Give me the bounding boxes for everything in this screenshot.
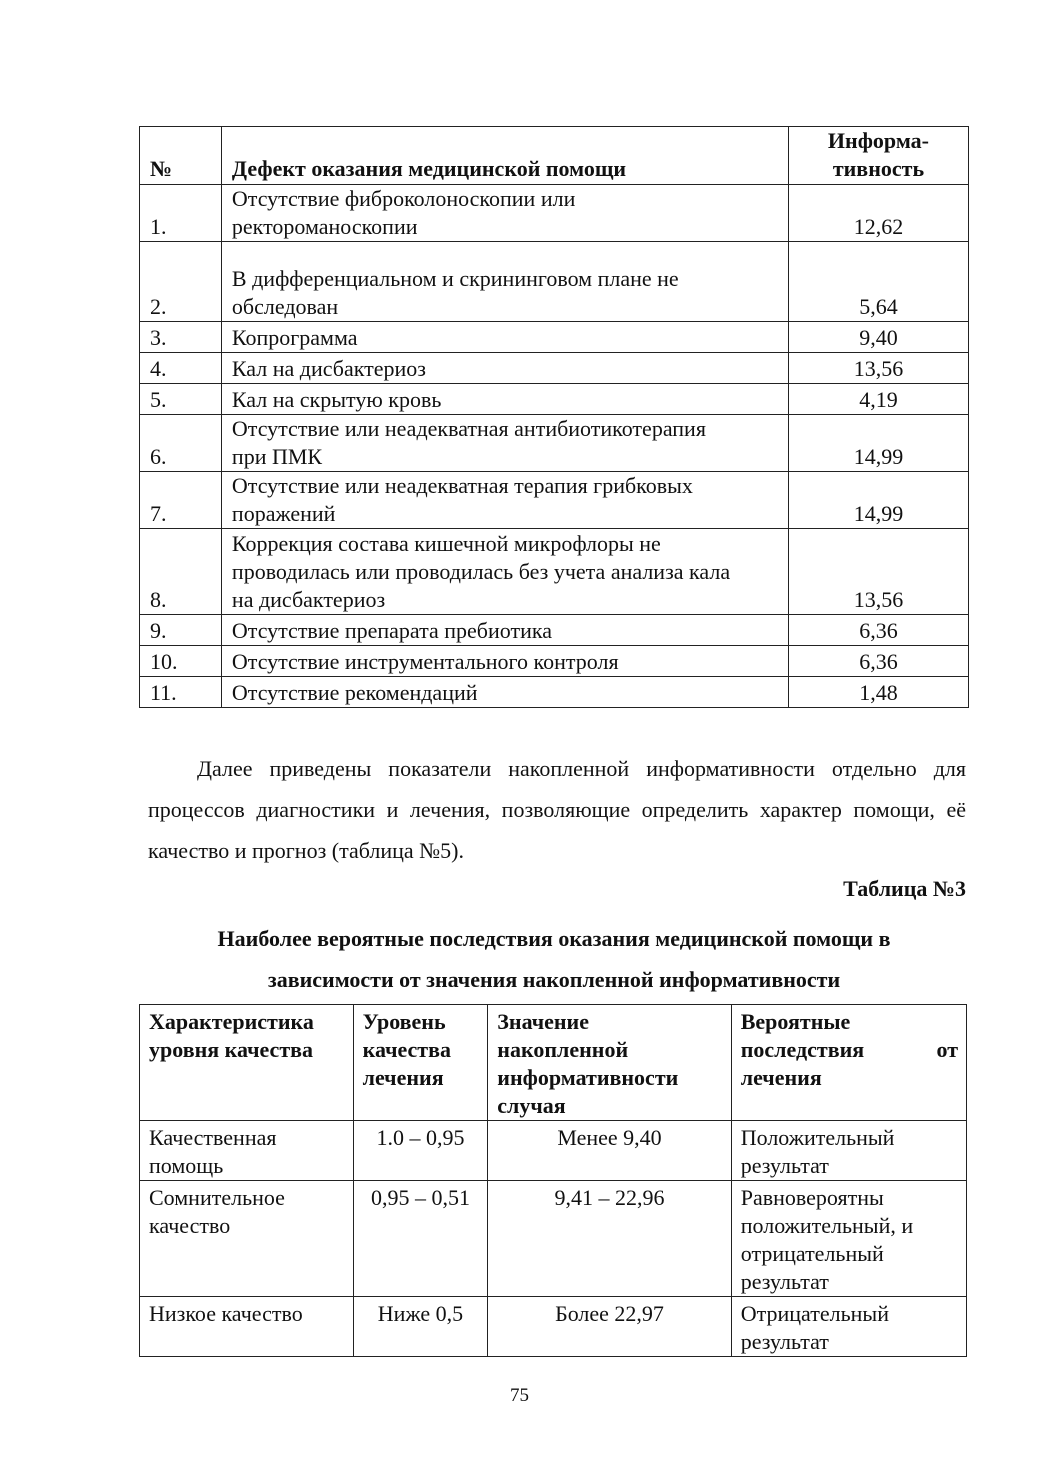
table-title-line: Наиболее вероятные последствия оказания медицинской помощи в: [217, 926, 891, 951]
row-value: 14,99: [788, 415, 968, 472]
header-line: последствия от: [740, 1037, 958, 1062]
table-row: [140, 1297, 967, 1357]
header-line: качества: [362, 1037, 451, 1062]
table-row: [140, 415, 969, 472]
cell-line: Положительный: [740, 1125, 895, 1150]
table-row: [140, 384, 969, 415]
cell-line: положительный, и: [740, 1213, 914, 1238]
table-row: [140, 615, 969, 646]
row-value: 14,99: [788, 472, 968, 529]
row-quality: [140, 1181, 354, 1297]
row-level: Ниже 0,5: [353, 1297, 488, 1357]
defect-line: Отсутствие фиброколоноскопии или: [231, 186, 576, 211]
cell-line: Низкое качество: [149, 1301, 303, 1326]
header-informativeness: [788, 127, 968, 185]
row-value: 13,56: [788, 353, 968, 384]
row-quality: [140, 1297, 354, 1357]
row-value: 1,48: [788, 677, 968, 708]
row-quality: [140, 1121, 354, 1181]
row-value: 9,41 – 22,96: [488, 1181, 731, 1297]
consequences-table: [139, 1004, 967, 1357]
row-number: 5.: [140, 384, 222, 415]
defect-line: Коррекция состава кишечной микрофлоры не: [231, 531, 661, 556]
header-quality-level: [353, 1005, 488, 1121]
row-number: 2.: [140, 242, 222, 322]
header-line: Значение: [497, 1009, 589, 1034]
row-number: 6.: [140, 415, 222, 472]
defect-line: проводилась или проводилась без учета анализа кала: [231, 559, 731, 584]
body-paragraph: Далее приведены показатели накопленной информативности отдельно для процессов диагностики и лечения, позволяющие определить характер помощи, её качество и прогноз (таблица №5).: [148, 756, 966, 863]
table-row: [140, 1181, 967, 1297]
table-row: [140, 529, 969, 615]
table-label: Таблица №3: [843, 876, 966, 901]
table-row: [140, 472, 969, 529]
cell-line: Сомнительное: [149, 1185, 285, 1210]
row-value: 12,62: [788, 185, 968, 242]
row-number: 11.: [140, 677, 222, 708]
row-defect: Кал на скрытую кровь: [221, 384, 788, 415]
row-outcome: [731, 1297, 966, 1357]
row-defect: [221, 472, 788, 529]
defects-table: [139, 126, 969, 708]
cell-line: Качественная: [149, 1125, 277, 1150]
row-value: 6,36: [788, 646, 968, 677]
table-row: [140, 242, 969, 322]
row-number: 9.: [140, 615, 222, 646]
defect-line: В дифференциальном и скрининговом плане не: [231, 266, 679, 291]
row-level: 0,95 – 0,51: [353, 1181, 488, 1297]
row-value: 9,40: [788, 322, 968, 353]
defect-line: Отсутствие или неадекватная терапия грибковых: [231, 473, 693, 498]
row-defect: [221, 185, 788, 242]
header-line: Вероятные: [740, 1009, 851, 1034]
defect-line: поражений: [231, 501, 336, 526]
row-value: 4,19: [788, 384, 968, 415]
header-info-line1: Информа-: [827, 128, 929, 153]
row-number: 7.: [140, 472, 222, 529]
defect-line: Отсутствие или неадекватная антибиотикотерапия: [231, 416, 706, 441]
header-line: уровня качества: [149, 1037, 314, 1062]
table-row: [140, 1121, 967, 1181]
row-defect: Отсутствие рекомендаций: [221, 677, 788, 708]
row-level: 1.0 – 0,95: [353, 1121, 488, 1181]
row-value: 13,56: [788, 529, 968, 615]
defect-line: ректороманоскопии: [231, 214, 418, 239]
row-defect: Копрограмма: [221, 322, 788, 353]
table-row: [140, 677, 969, 708]
header-info-line2: тивность: [832, 156, 925, 181]
header-line: случая: [497, 1093, 566, 1118]
header-accumulated-value: [488, 1005, 731, 1121]
defect-line: на дисбактериоз: [231, 587, 386, 612]
cell-line: результат: [740, 1153, 829, 1178]
row-defect: Отсутствие инструментального контроля: [221, 646, 788, 677]
header-defect: Дефект оказания медицинской помощи: [221, 127, 788, 185]
row-number: 10.: [140, 646, 222, 677]
cell-line: результат: [740, 1329, 829, 1354]
cell-line: качество: [149, 1213, 231, 1238]
header-line: накопленной: [497, 1037, 629, 1062]
table-title: [139, 918, 969, 1000]
row-defect: Отсутствие препарата пребиотика: [221, 615, 788, 646]
page-number: 75: [510, 1385, 529, 1406]
header-line: информативности: [497, 1065, 679, 1090]
table-title-line: зависимости от значения накопленной информативности: [267, 967, 841, 992]
header-quality-characteristic: [140, 1005, 354, 1121]
table-row: [140, 322, 969, 353]
row-value: 5,64: [788, 242, 968, 322]
cell-line: результат: [740, 1269, 829, 1294]
defect-line: обследован: [231, 294, 339, 319]
cell-line: Равновероятны: [740, 1185, 884, 1210]
row-defect: [221, 529, 788, 615]
cell-line: отрицательный: [740, 1241, 884, 1266]
row-number: 4.: [140, 353, 222, 384]
table-row: [140, 353, 969, 384]
row-outcome: [731, 1181, 966, 1297]
table-row: [140, 185, 969, 242]
defect-line: при ПМК: [231, 444, 323, 469]
row-value: Более 22,97: [488, 1297, 731, 1357]
row-defect: [221, 415, 788, 472]
row-defect: [221, 242, 788, 322]
header-line: Характеристика: [149, 1009, 314, 1034]
row-outcome: [731, 1121, 966, 1181]
table-row: [140, 646, 969, 677]
cell-line: Отрицательный: [740, 1301, 889, 1326]
row-number: 1.: [140, 185, 222, 242]
header-number: №: [140, 127, 222, 185]
table-header-row: [140, 127, 969, 185]
header-line: Уровень: [362, 1009, 446, 1034]
row-defect: Кал на дисбактериоз: [221, 353, 788, 384]
header-probable-consequences: [731, 1005, 966, 1121]
row-number: 8.: [140, 529, 222, 615]
cell-line: помощь: [149, 1153, 224, 1178]
table-header-row: [140, 1005, 967, 1121]
header-line: лечения: [362, 1065, 444, 1090]
row-value: Менее 9,40: [488, 1121, 731, 1181]
header-line: лечения: [740, 1065, 822, 1090]
row-value: 6,36: [788, 615, 968, 646]
row-number: 3.: [140, 322, 222, 353]
